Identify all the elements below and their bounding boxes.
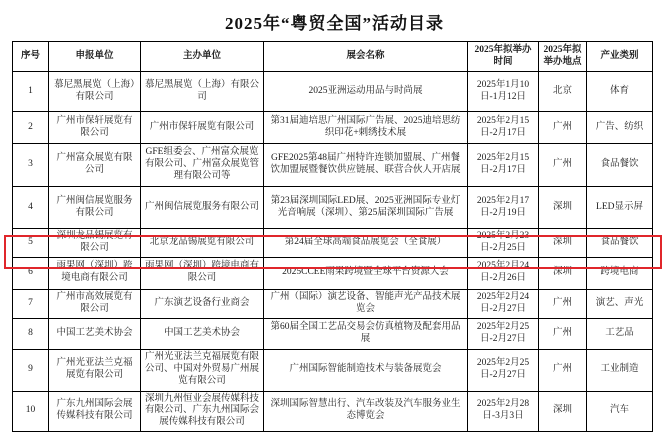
- cell-location: 广州: [539, 144, 587, 187]
- cell-exhibition: 深圳国际智慧出行、汽车改装及汽车服务业生态博览会: [264, 391, 468, 432]
- cell-organizer: 广州闽信展览服务有限公司: [141, 187, 264, 229]
- cell-category: 工艺品: [587, 318, 653, 349]
- cell-exhibition: 第60届全国工艺品交易会仿真植物及配套用品展: [264, 318, 468, 349]
- cell-location: 广州: [539, 289, 587, 318]
- cell-organizer: 北京龙品锡展览有限公司: [141, 229, 264, 258]
- cell-category: 跨境电商: [587, 257, 653, 289]
- cell-date: 2025年2月28日-3月3日: [468, 391, 539, 432]
- cell-location: 深圳: [539, 229, 587, 258]
- cell-exhibition: 第31届迪培思广州国际广告展、2025迪培思纺织印花+刺绣技术展: [264, 112, 468, 144]
- cell-applicant: 雨果网（深圳）跨境电商有限公司: [49, 257, 141, 289]
- cell-organizer: 广州光亚法兰克福展览有限公司、中国对外贸易广州展览有限公司: [141, 349, 264, 391]
- column-header: 产业类别: [587, 42, 653, 72]
- table-row: [13, 112, 653, 144]
- cell-category: 食品餐饮: [587, 144, 653, 187]
- cell-location: 深圳: [539, 187, 587, 229]
- table-row: [13, 229, 653, 258]
- cell-exhibition: 第23届深圳国际LED展、2025亚洲国际专业灯光音响展（深圳）、第25届深圳国际广告展: [264, 187, 468, 229]
- cell-location: 广州: [539, 112, 587, 144]
- column-header: 申报单位: [49, 42, 141, 72]
- table-row: [13, 289, 653, 318]
- cell-no: 10: [13, 391, 49, 432]
- cell-exhibition: 2025亚洲运动用品与时尚展: [264, 72, 468, 112]
- cell-exhibition: 第24届全球高端食品展览会（全食展）: [264, 229, 468, 258]
- cell-no: 8: [13, 318, 49, 349]
- activity-catalog-table: [12, 41, 653, 432]
- cell-no: 6: [13, 257, 49, 289]
- cell-category: 体育: [587, 72, 653, 112]
- cell-date: 2025年2月15日-2月17日: [468, 112, 539, 144]
- page-title: 2025年“粤贸全国”活动目录: [225, 14, 444, 33]
- cell-exhibition: GFE2025第48届广州特许连锁加盟展、广州餐饮加盟展暨餐饮供应链展、联营合伙人开店展: [264, 144, 468, 187]
- cell-applicant: 广州光亚法兰克福展览有限公司: [49, 349, 141, 391]
- cell-date: 2025年2月24日-2月27日: [468, 289, 539, 318]
- cell-no: 2: [13, 112, 49, 144]
- cell-no: 7: [13, 289, 49, 318]
- cell-date: 2025年2月25日-2月27日: [468, 318, 539, 349]
- table-row: [13, 144, 653, 187]
- cell-location: 北京: [539, 72, 587, 112]
- cell-organizer: GFE组委会、广州富众展览有限公司、广州富众展览管理有限公司等: [141, 144, 264, 187]
- cell-category: 食品餐饮: [587, 229, 653, 258]
- cell-applicant: 深圳龙品锡展览有限公司: [49, 229, 141, 258]
- cell-applicant: 广州市保轩展览有限公司: [49, 112, 141, 144]
- cell-date: 2025年2月15日-2月17日: [468, 144, 539, 187]
- table-header-row: [13, 42, 653, 72]
- column-header: 序号: [13, 42, 49, 72]
- cell-no: 1: [13, 72, 49, 112]
- table-row: [13, 349, 653, 391]
- cell-organizer: 雨果网（深圳）跨境电商有限公司: [141, 257, 264, 289]
- cell-exhibition: 广州（国际）演艺设备、智能声光产品技术展览会: [264, 289, 468, 318]
- cell-no: 5: [13, 229, 49, 258]
- cell-applicant: 慕尼黑展览（上海）有限公司: [49, 72, 141, 112]
- cell-exhibition: 2025CCEE雨果跨境暨全球平台资源大会: [264, 257, 468, 289]
- cell-applicant: 广州闽信展览服务有限公司: [49, 187, 141, 229]
- cell-date: 2025年2月25日-2月27日: [468, 349, 539, 391]
- cell-category: 汽车: [587, 391, 653, 432]
- cell-category: 广告、纺织: [587, 112, 653, 144]
- table-row: [13, 187, 653, 229]
- cell-applicant: 广东九州国际会展传媒科技有限公司: [49, 391, 141, 432]
- cell-organizer: 慕尼黑展览（上海）有限公司: [141, 72, 264, 112]
- table-row: [13, 391, 653, 432]
- cell-location: 广州: [539, 349, 587, 391]
- column-header: 2025年拟举办地点: [539, 42, 587, 72]
- cell-location: 深圳: [539, 257, 587, 289]
- column-header: 主办单位: [141, 42, 264, 72]
- table-row: [13, 257, 653, 289]
- cell-applicant: 广州市高效展览有限公司: [49, 289, 141, 318]
- cell-location: 深圳: [539, 391, 587, 432]
- cell-no: 4: [13, 187, 49, 229]
- cell-no: 9: [13, 349, 49, 391]
- cell-category: LED显示屏: [587, 187, 653, 229]
- cell-organizer: 广东演艺设备行业商会: [141, 289, 264, 318]
- cell-organizer: 深圳九州恒业会展传媒科技有限公司、广东九州国际会展传媒科技有限公司: [141, 391, 264, 432]
- cell-date: 2025年2月24日-2月26日: [468, 257, 539, 289]
- table-body: [13, 72, 653, 432]
- cell-applicant: 广州富众展览有限公司: [49, 144, 141, 187]
- cell-exhibition: 广州国际智能制造技术与装备展览会: [264, 349, 468, 391]
- cell-date: 2025年2月23日-2月25日: [468, 229, 539, 258]
- cell-date: 2025年2月17日-2月19日: [468, 187, 539, 229]
- cell-location: 广州: [539, 318, 587, 349]
- column-header: 展会名称: [264, 42, 468, 72]
- cell-date: 2025年1月10日-1月12日: [468, 72, 539, 112]
- table-row: [13, 318, 653, 349]
- cell-category: 演艺、声光: [587, 289, 653, 318]
- table-row: [13, 72, 653, 112]
- cell-applicant: 中国工艺美术协会: [49, 318, 141, 349]
- cell-category: 工业制造: [587, 349, 653, 391]
- cell-organizer: 中国工艺美术协会: [141, 318, 264, 349]
- cell-no: 3: [13, 144, 49, 187]
- column-header: 2025年拟举办时间: [468, 42, 539, 72]
- cell-organizer: 广州市保轩展览有限公司: [141, 112, 264, 144]
